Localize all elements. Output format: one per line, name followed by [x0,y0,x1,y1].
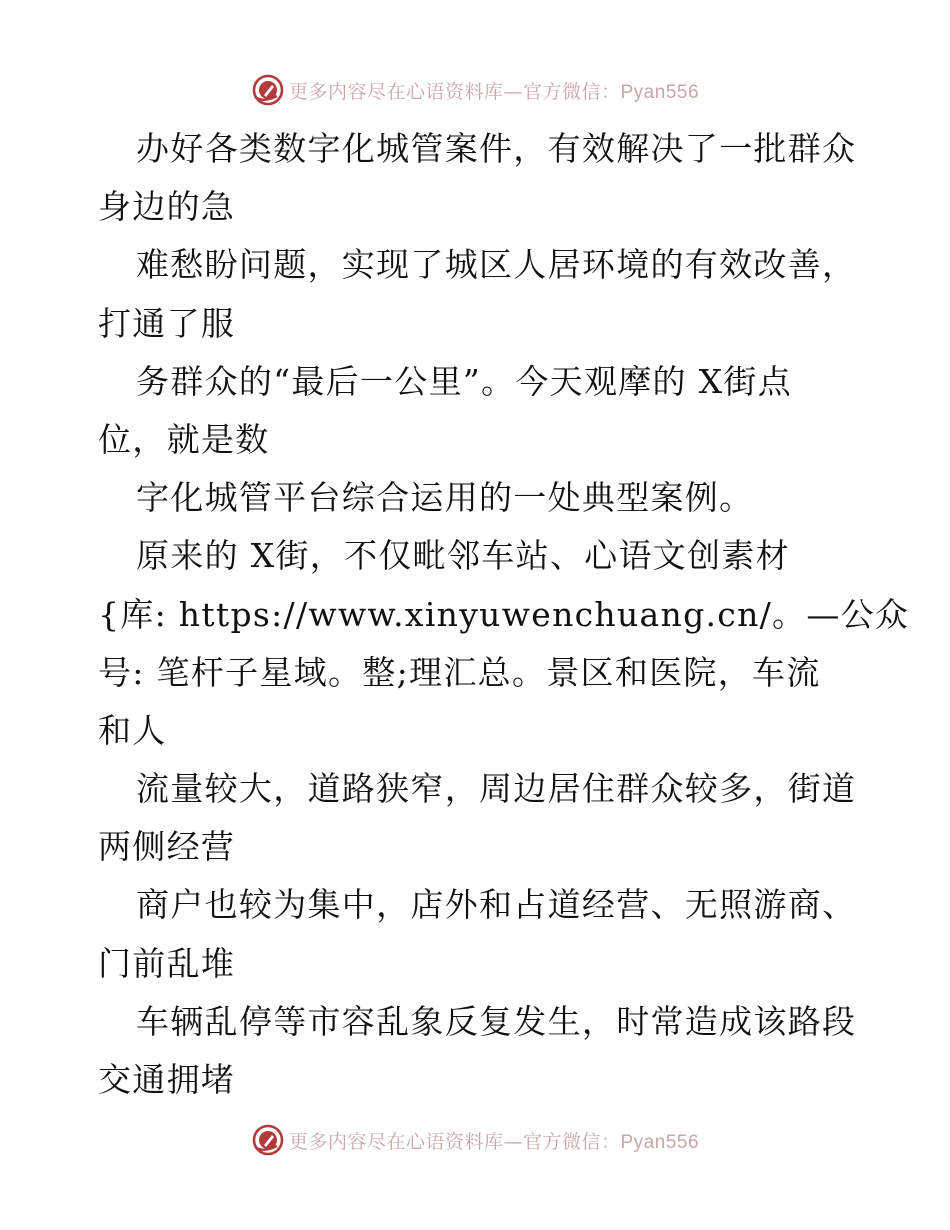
body-line: {库: https://www.xinyuwenchuang.cn/。—公众 [98,594,910,634]
body-line: 和人 [98,710,167,750]
body-line: 交通拥堵 [98,1060,236,1099]
watermark-text: 更多内容尽在心语资料库—官方微信：Pyan556 [288,80,700,103]
body-line: 务群众的“最后一公里”。今天观摩的 X街点 [136,361,793,401]
body-line: 门前乱堆 [98,943,236,983]
watermark-wechat-id: Pyan556 [620,1131,700,1153]
body-line: 办好各类数字化城管案件，有效解决了一批群众 [136,129,857,168]
body-line: 商户也较为集中，店外和占道经营、无照游商、 [136,885,857,925]
watermark-wechat-id: Pyan556 [620,81,700,103]
header-watermark [0,70,950,110]
body-line: 字化城管平台综合运用的一处典型案例。 [136,478,754,518]
watermark-text: 更多内容尽在心语资料库—官方微信：Pyan556 [288,1130,700,1153]
body-line: 打通了服 [98,303,236,343]
footer-watermark [0,1120,950,1160]
document-body [98,120,910,1109]
body-line: 流量较大，道路狭窄，周边居住群众较多，街道 [136,769,857,809]
body-line: 号: 笔杆子星域。整;理汇总。景区和医院，车流 [98,652,821,692]
body-line: 身边的急 [98,187,236,227]
pen-nib-circle-icon [251,1123,285,1157]
body-line: 原来的 X街，不仅毗邻车站、心语文创素材 [136,536,790,576]
body-line: 两侧经营 [98,827,236,867]
body-line: 车辆乱停等市容乱象反复发生，时常造成该路段 [136,1001,857,1041]
pen-nib-circle-icon [251,73,285,107]
body-line: 难愁盼问题，实现了城区人居环境的有效改善， [136,245,857,285]
body-line: 位，就是数 [98,419,270,459]
